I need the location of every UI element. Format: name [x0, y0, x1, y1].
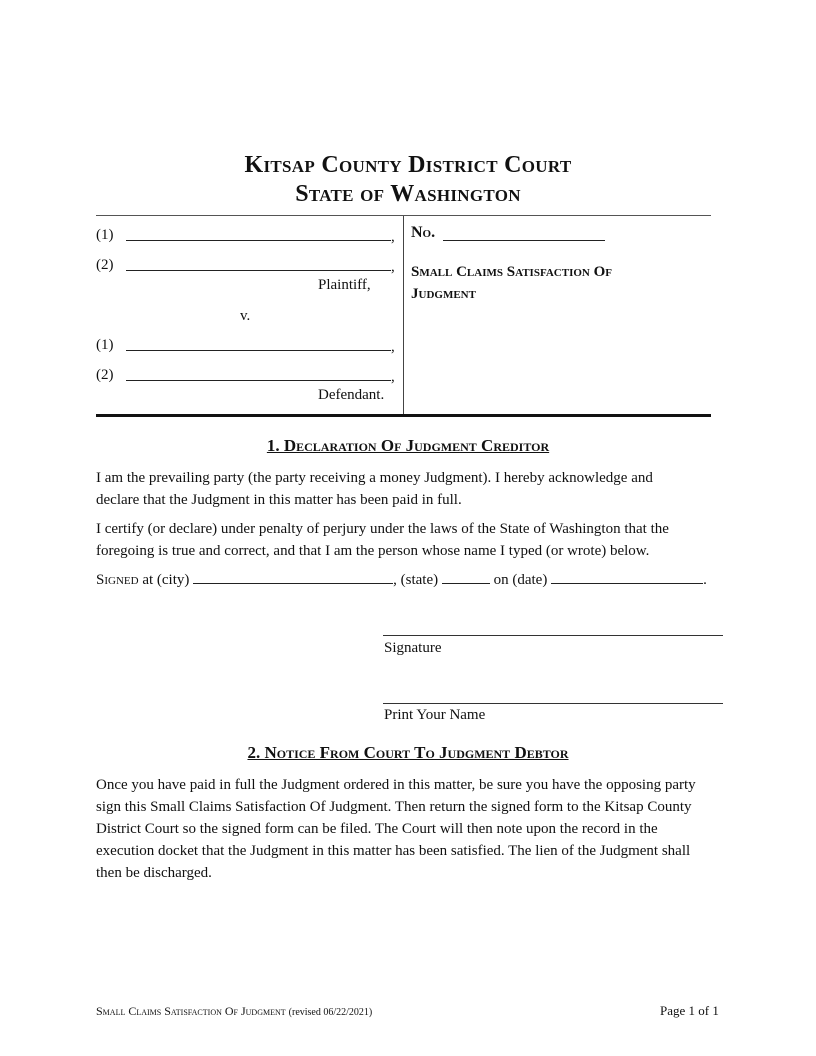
signed-at-line: [96, 569, 707, 591]
defendant-2-name-field[interactable]: [126, 380, 391, 381]
signature-field[interactable]: [383, 635, 723, 636]
form-title-line-1: Small Claims Satisfaction Of: [411, 264, 612, 280]
plaintiff-2-number: (2): [96, 257, 114, 273]
footer-form-title: Small Claims Satisfaction Of Judgment: [96, 1004, 286, 1018]
defendant-label: Defendant.: [318, 387, 385, 403]
caption-divider: [403, 216, 404, 416]
form-title-line-2: Judgment: [411, 286, 476, 302]
date-field[interactable]: [551, 569, 703, 584]
section-2-heading: [0, 743, 816, 763]
defendant-1-name-field[interactable]: [126, 350, 391, 351]
section-2-heading-text: 2. Notice From Court To Judgment Debtor: [247, 743, 569, 762]
signature-label: Signature: [384, 640, 442, 656]
print-name-label: Print Your Name: [384, 707, 486, 723]
plaintiff-1-name-field[interactable]: [126, 240, 391, 241]
footer-revised: (revised 06/22/2021): [288, 1007, 373, 1018]
section-2-line: Once you have paid in full the Judgment ordered in this matter, be sure you have the opposing party: [96, 777, 696, 793]
versus-label: v.: [240, 308, 251, 324]
state-label: , (state): [393, 572, 442, 588]
section-2-line: execution docket that the Judgment in this matter has been satisfied. The lien of the Judgment shall: [96, 843, 691, 859]
section-1-para-2-line-1: I certify (or declare) under penalty of perjury under the laws of the State of Washington that the: [96, 521, 669, 537]
section-1-heading-text: 1. Declaration Of Judgment Creditor: [266, 436, 550, 455]
plaintiff-label: Plaintiff,: [318, 277, 371, 293]
signed-line-period: .: [703, 572, 707, 588]
court-name: Kitsap County District Court: [244, 152, 572, 178]
footer-page-number: Page 1 of 1: [660, 1003, 719, 1018]
city-field[interactable]: [193, 569, 393, 584]
caption-bottom-rule: [96, 414, 711, 417]
date-label: on (date): [489, 572, 552, 588]
section-2-line: sign this Small Claims Satisfaction Of Judgment. Then return the signed form to the Kitsap County: [96, 799, 692, 815]
city-label: at (city): [138, 572, 194, 588]
plaintiff-1-number: (1): [96, 227, 114, 243]
footer-form-name: [96, 1004, 372, 1019]
section-1-heading: [0, 436, 816, 456]
defendant-2-number: (2): [96, 367, 114, 383]
section-2-line: then be discharged.: [96, 865, 212, 881]
section-1-para-1-line-1: I am the prevailing party (the party receiving a money Judgment). I hereby acknowledge and: [96, 470, 653, 486]
case-number-field[interactable]: [443, 240, 605, 241]
plaintiff-1-comma: ,: [391, 229, 395, 245]
plaintiff-2-comma: ,: [391, 259, 395, 275]
section-1-para-2-line-2: foregoing is true and correct, and that I am the person whose name I typed (or wrote) below.: [96, 543, 650, 559]
signed-label: Signed: [96, 572, 139, 588]
defendant-2-comma: ,: [391, 369, 395, 385]
case-number-label: No.: [411, 224, 436, 241]
state-field[interactable]: [442, 569, 490, 584]
section-2-line: District Court so the signed form can be filed. The Court will then note upon the record in the: [96, 821, 658, 837]
state-name: State of Washington: [295, 181, 521, 207]
plaintiff-2-name-field[interactable]: [126, 270, 391, 271]
defendant-1-number: (1): [96, 337, 114, 353]
section-1-para-1-line-2: declare that the Judgment in this matter has been paid in full.: [96, 492, 462, 508]
defendant-1-comma: ,: [391, 339, 395, 355]
